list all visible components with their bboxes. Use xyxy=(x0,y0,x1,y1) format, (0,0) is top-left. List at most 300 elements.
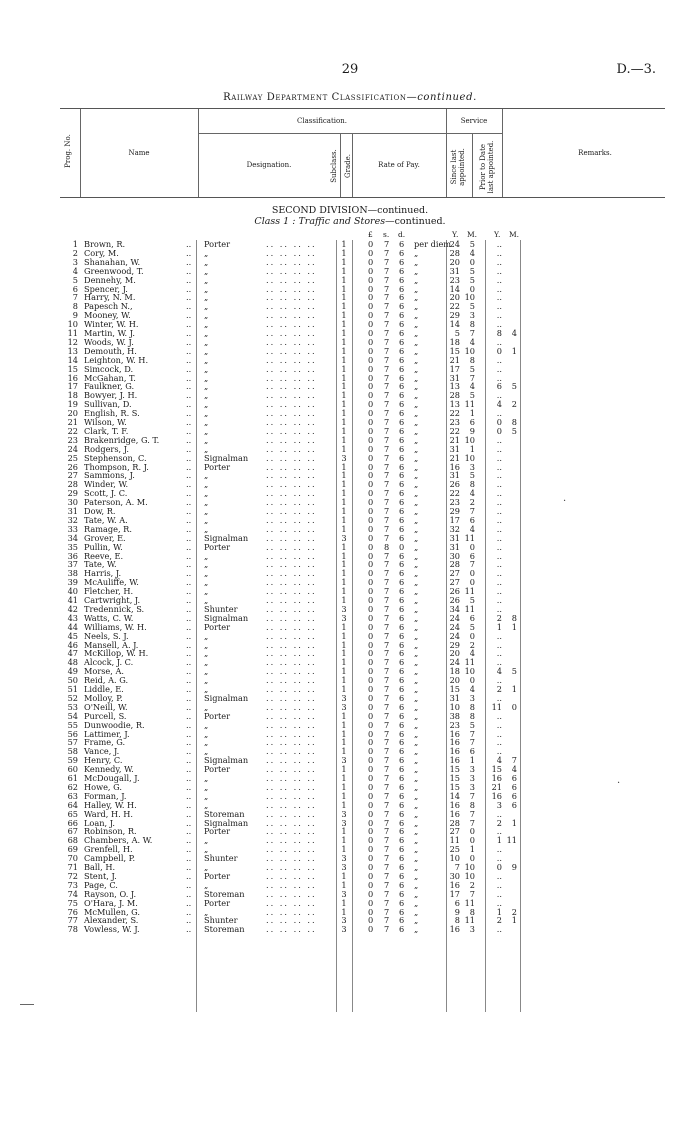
cell-no: 51 xyxy=(67,684,78,694)
cell-no: 4 xyxy=(72,265,78,276)
cell-pay-2: 6 xyxy=(399,799,405,810)
cell-prior-0: .. xyxy=(496,568,502,579)
cell-pay-2: 6 xyxy=(399,479,405,490)
cell-grade: 1 xyxy=(341,470,347,481)
cell-prior-1: 4 xyxy=(511,764,517,775)
cell-des: Storeman xyxy=(204,924,245,935)
cell-since-1: 10 xyxy=(464,452,475,463)
cell-no: 46 xyxy=(67,639,78,650)
cell-prior-0: .. xyxy=(496,470,502,481)
cell-since-1: 8 xyxy=(469,479,475,490)
cell-no: 55 xyxy=(67,719,78,730)
cell-since-0: 5 xyxy=(454,328,460,338)
cell-pay-2: 6 xyxy=(399,434,405,445)
cell-prior-0: 1 xyxy=(496,906,502,917)
cell-name: Wilson, W. xyxy=(84,417,127,427)
cell-no: 44 xyxy=(67,621,78,632)
cell-per: „ xyxy=(414,755,419,766)
cell-no: 34 xyxy=(67,532,78,543)
cell-pay-2: 6 xyxy=(399,817,405,828)
cell-prior-0: .. xyxy=(496,532,502,543)
cell-prior-0: .. xyxy=(496,541,502,552)
cell-pay-1: 7 xyxy=(384,621,390,632)
cell-since-0: 23 xyxy=(449,719,460,730)
cell-name: Neels, S. J. xyxy=(84,630,129,641)
cell-pay-2: 6 xyxy=(399,568,405,579)
cell-pay-1: 7 xyxy=(384,408,390,419)
leader-dots: .. .. .. .. xyxy=(266,817,317,828)
cell-pay-1: 7 xyxy=(384,790,390,801)
cell-name: Paterson, A. M. xyxy=(84,497,148,508)
cell-name: Reeve, E. xyxy=(84,550,124,561)
cell-pay-0: 0 xyxy=(368,870,374,881)
cell-since-0: 31 xyxy=(449,470,460,481)
cell-pay-2: 6 xyxy=(399,648,405,659)
cell-des: „ xyxy=(204,773,209,783)
cell-pay-2: 6 xyxy=(399,862,405,872)
cell-pay-0: 0 xyxy=(368,888,374,899)
cell-per: „ xyxy=(414,675,419,686)
cell-per: „ xyxy=(414,746,419,757)
cell-pay-0: 0 xyxy=(368,274,374,285)
cell-des: „ xyxy=(204,648,209,659)
cell-des: „ xyxy=(204,292,209,303)
leader-dots: .. .. .. .. xyxy=(266,657,317,668)
leader-dots: .. .. .. .. xyxy=(266,479,317,490)
cell-per: „ xyxy=(414,336,419,347)
cell-prior-0: 3 xyxy=(496,799,502,810)
cell-per: „ xyxy=(414,808,419,819)
cell-since-1: 3 xyxy=(469,310,475,321)
cell-no: 17 xyxy=(67,381,78,392)
cell-pay-0: 0 xyxy=(368,328,374,338)
cell-pay-0: 0 xyxy=(368,701,374,712)
cell-pay-1: 7 xyxy=(384,532,390,543)
cell-grade: 1 xyxy=(341,345,347,356)
leader-dots: .. xyxy=(186,470,192,481)
cell-pay-1: 7 xyxy=(384,595,390,605)
cell-pay-0: 0 xyxy=(368,799,374,810)
cell-des: „ xyxy=(204,470,209,481)
cell-pay-2: 6 xyxy=(399,399,405,410)
cell-name: Howe, G. xyxy=(84,781,122,792)
cell-since-0: 15 xyxy=(449,773,460,783)
cell-since-0: 6 xyxy=(454,897,460,908)
cell-pay-2: 6 xyxy=(399,319,405,330)
cell-no: 68 xyxy=(67,835,78,846)
leader-dots: .. xyxy=(186,239,192,249)
cell-per: per diem xyxy=(414,239,452,249)
cell-prior-0: .. xyxy=(496,319,502,330)
cell-des: Signalman xyxy=(204,817,249,828)
cell-prior-1: 9 xyxy=(511,862,517,872)
cell-since-0: 29 xyxy=(449,506,460,516)
cell-per: „ xyxy=(414,345,419,356)
cell-pay-1: 7 xyxy=(384,870,390,881)
cell-pay-2: 6 xyxy=(399,461,405,472)
cell-since-0: 24 xyxy=(449,630,460,641)
leader-dots: .. xyxy=(186,692,192,703)
leader-dots: .. .. .. .. xyxy=(266,719,317,730)
cell-grade: 3 xyxy=(341,888,347,899)
cell-pay-0: 0 xyxy=(368,523,374,534)
cell-since-1: 4 xyxy=(469,523,475,534)
cell-per: „ xyxy=(414,497,419,508)
cell-pay-0: 0 xyxy=(368,844,374,855)
cell-grade: 1 xyxy=(341,506,347,516)
cell-name: English, R. S. xyxy=(84,408,140,419)
cell-name: Forman, J. xyxy=(84,790,127,801)
cell-pay-0: 0 xyxy=(368,648,374,659)
cell-no: 14 xyxy=(67,354,78,365)
cell-grade: 3 xyxy=(341,755,347,766)
cell-prior-0: .. xyxy=(496,256,502,267)
cell-prior-1: 5 xyxy=(511,666,517,677)
leader-dots: .. .. .. .. xyxy=(266,870,317,881)
cell-name: Tate, W. A. xyxy=(84,514,128,525)
cell-since-0: 10 xyxy=(449,853,460,864)
cell-since-1: 5 xyxy=(469,274,475,285)
cell-per: „ xyxy=(414,853,419,864)
leader-dots: .. xyxy=(186,621,192,632)
cell-pay-2: 6 xyxy=(399,870,405,881)
leader-dots: .. .. .. .. xyxy=(266,452,317,463)
cell-des: „ xyxy=(204,488,209,499)
cell-prior-0: 2 xyxy=(496,915,502,926)
cell-prior-0: .. xyxy=(496,550,502,561)
cell-des: „ xyxy=(204,443,209,454)
cell-name: Campbell, P. xyxy=(84,853,136,864)
leader-dots: .. .. .. .. xyxy=(266,363,317,374)
cell-pay-2: 6 xyxy=(399,247,405,258)
cell-since-1: 11 xyxy=(464,399,475,410)
cell-since-1: 3 xyxy=(469,764,475,775)
leader-dots: .. .. .. .. xyxy=(266,692,317,703)
leader-dots: .. xyxy=(186,265,192,276)
leader-dots: .. xyxy=(186,479,192,490)
cell-prior-0: 4 xyxy=(496,399,502,410)
leader-dots: .. .. .. .. xyxy=(266,345,317,356)
leader-dots: .. .. .. .. xyxy=(266,799,317,810)
cell-pay-0: 0 xyxy=(368,292,374,303)
cell-pay-2: 6 xyxy=(399,532,405,543)
cell-name: Simcock, D. xyxy=(84,363,134,374)
cell-since-1: 5 xyxy=(469,470,475,481)
cell-grade: 1 xyxy=(341,666,347,677)
cell-per: „ xyxy=(414,541,419,552)
cell-des: „ xyxy=(204,390,209,401)
cell-pay-1: 7 xyxy=(384,728,390,739)
cell-pay-0: 0 xyxy=(368,461,374,472)
cell-pay-0: 0 xyxy=(368,550,374,561)
cell-prior-1: 0 xyxy=(511,701,517,712)
leader-dots: .. xyxy=(186,817,192,828)
cell-pay-2: 6 xyxy=(399,452,405,463)
class-suffix: —continued. xyxy=(385,216,446,227)
cell-since-1: 8 xyxy=(469,799,475,810)
cell-pay-1: 7 xyxy=(384,862,390,872)
leader-dots: .. .. .. .. xyxy=(266,630,317,641)
cell-name: Scott, J. C. xyxy=(84,488,128,499)
leader-dots: .. .. .. .. xyxy=(266,612,317,623)
cell-since-0: 9 xyxy=(454,906,460,917)
cell-per: „ xyxy=(414,434,419,445)
cell-since-1: 1 xyxy=(469,408,475,419)
cell-since-1: 10 xyxy=(464,862,475,872)
leader-dots: .. .. .. .. xyxy=(266,319,317,330)
cell-pay-1: 7 xyxy=(384,879,390,890)
cell-since-0: 31 xyxy=(449,532,460,543)
cell-des: „ xyxy=(204,319,209,330)
cell-grade: 1 xyxy=(341,354,347,365)
leader-dots: .. xyxy=(186,461,192,472)
leader-dots: .. .. .. .. xyxy=(266,301,317,312)
cell-since-0: 22 xyxy=(449,488,460,499)
cell-pay-1: 7 xyxy=(384,550,390,561)
cell-no: 15 xyxy=(67,363,78,374)
leader-dots: .. .. .. .. xyxy=(266,265,317,276)
cell-pay-2: 6 xyxy=(399,417,405,427)
cell-no: 58 xyxy=(67,746,78,757)
leader-dots: .. xyxy=(186,675,192,686)
cell-no: 76 xyxy=(67,906,78,917)
cell-name: Thompson, R. J. xyxy=(84,461,149,472)
cell-pay-0: 0 xyxy=(368,924,374,935)
cell-no: 54 xyxy=(67,710,78,721)
cell-prior-1: 6 xyxy=(511,799,517,810)
cell-since-0: 8 xyxy=(454,915,460,926)
cell-pay-0: 0 xyxy=(368,488,374,499)
cell-grade: 1 xyxy=(341,283,347,294)
cell-pay-0: 0 xyxy=(368,710,374,721)
cell-since-1: 5 xyxy=(469,621,475,632)
leader-dots: .. .. .. .. xyxy=(266,826,317,837)
leader-dots: .. .. .. .. xyxy=(266,336,317,347)
cell-per: „ xyxy=(414,666,419,677)
title-continued: continued. xyxy=(417,92,477,103)
cell-since-1: 7 xyxy=(469,817,475,828)
leader-dots: .. .. .. .. xyxy=(266,879,317,890)
cell-since-0: 29 xyxy=(449,310,460,321)
cell-pay-0: 0 xyxy=(368,301,374,312)
cell-no: 11 xyxy=(67,328,78,338)
cell-pay-1: 7 xyxy=(384,808,390,819)
cell-name: Ward, H. H. xyxy=(84,808,134,819)
unit-pence: d. xyxy=(398,230,406,239)
class-italic: Traffic and Stores xyxy=(298,216,386,227)
cell-name: Sammons, J. xyxy=(84,470,135,481)
cell-pay-2: 6 xyxy=(399,390,405,401)
cell-name: Faulkner, G. xyxy=(84,381,135,392)
cell-since-0: 29 xyxy=(449,639,460,650)
cell-pay-0: 0 xyxy=(368,265,374,276)
cell-pay-2: 6 xyxy=(399,363,405,374)
cell-prior-1: 6 xyxy=(511,790,517,801)
cell-since-1: 7 xyxy=(469,728,475,739)
leader-dots: .. xyxy=(186,870,192,881)
cell-grade: 1 xyxy=(341,879,347,890)
cell-since-1: 5 xyxy=(469,595,475,605)
cell-no: 40 xyxy=(67,586,78,597)
cell-pay-2: 6 xyxy=(399,372,405,383)
cell-prior-1: 2 xyxy=(511,399,517,410)
cell-pay-1: 7 xyxy=(384,799,390,810)
cell-pay-0: 0 xyxy=(368,247,374,258)
cell-grade: 1 xyxy=(341,390,347,401)
cell-pay-2: 6 xyxy=(399,684,405,694)
cell-des: „ xyxy=(204,506,209,516)
cell-per: „ xyxy=(414,826,419,837)
leader-dots: .. xyxy=(186,915,192,926)
cell-pay-2: 6 xyxy=(399,274,405,285)
cell-pay-0: 0 xyxy=(368,826,374,837)
cell-grade: 1 xyxy=(341,568,347,579)
cell-des: „ xyxy=(204,701,209,712)
cell-prior-0: .. xyxy=(496,586,502,597)
cell-since-1: 7 xyxy=(469,737,475,748)
cell-pay-1: 7 xyxy=(384,506,390,516)
leader-dots: .. .. .. .. xyxy=(266,247,317,258)
cell-name: Lattimer, J. xyxy=(84,728,130,739)
cell-grade: 1 xyxy=(341,826,347,837)
cell-pay-0: 0 xyxy=(368,479,374,490)
cell-des: „ xyxy=(204,728,209,739)
leader-dots: .. xyxy=(186,292,192,303)
cell-pay-0: 0 xyxy=(368,719,374,730)
leader-dots: .. .. .. .. xyxy=(266,808,317,819)
cell-grade: 1 xyxy=(341,328,347,338)
cell-des: Storeman xyxy=(204,888,245,899)
cell-grade: 1 xyxy=(341,773,347,783)
leader-dots: .. .. .. .. xyxy=(266,559,317,570)
cell-grade: 1 xyxy=(341,648,347,659)
cell-grade: 1 xyxy=(341,265,347,276)
cell-since-1: 10 xyxy=(464,870,475,881)
cell-name: Martin, W. J. xyxy=(84,328,136,338)
cell-pay-0: 0 xyxy=(368,239,374,249)
cell-des: „ xyxy=(204,675,209,686)
cell-name: McGahan, T. xyxy=(84,372,136,383)
leader-dots: .. .. .. .. xyxy=(266,835,317,846)
cell-grade: 1 xyxy=(341,301,347,312)
leader-dots: .. .. .. .. xyxy=(266,746,317,757)
cell-no: 7 xyxy=(72,292,78,303)
page-title xyxy=(0,92,700,103)
cell-no: 50 xyxy=(67,675,78,686)
cell-name: Papesch N., xyxy=(84,301,133,312)
cell-pay-0: 0 xyxy=(368,381,374,392)
cell-per: „ xyxy=(414,408,419,419)
cell-per: „ xyxy=(414,247,419,258)
cell-since-0: 20 xyxy=(449,675,460,686)
leader-dots: .. xyxy=(186,452,192,463)
cell-pay-0: 0 xyxy=(368,790,374,801)
cell-name: Woods, W. J. xyxy=(84,336,134,347)
cell-pay-1: 7 xyxy=(384,336,390,347)
cell-grade: 1 xyxy=(341,737,347,748)
cell-pay-0: 0 xyxy=(368,755,374,766)
cell-pay-0: 0 xyxy=(368,630,374,641)
leader-dots: .. .. .. .. xyxy=(266,906,317,917)
cell-no: 52 xyxy=(67,692,78,703)
leader-dots: .. xyxy=(186,363,192,374)
cell-grade: 1 xyxy=(341,577,347,588)
leader-dots: .. xyxy=(186,666,192,677)
cell-pay-0: 0 xyxy=(368,256,374,267)
cell-per: „ xyxy=(414,888,419,899)
cell-des: „ xyxy=(204,746,209,757)
cell-per: „ xyxy=(414,372,419,383)
leader-dots: .. .. .. .. xyxy=(266,372,317,383)
cell-grade: 1 xyxy=(341,586,347,597)
cell-des: „ xyxy=(204,381,209,392)
leader-dots: .. .. .. .. xyxy=(266,399,317,410)
cell-pay-0: 0 xyxy=(368,363,374,374)
cell-no: 12 xyxy=(67,336,78,347)
cell-pay-0: 0 xyxy=(368,639,374,650)
cell-name: Stephenson, C. xyxy=(84,452,147,463)
cell-pay-0: 0 xyxy=(368,603,374,614)
cell-pay-2: 6 xyxy=(399,239,405,249)
cell-since-0: 24 xyxy=(449,612,460,623)
cell-prior-1: 2 xyxy=(511,906,517,917)
cell-no: 56 xyxy=(67,728,78,739)
cell-pay-1: 7 xyxy=(384,354,390,365)
cell-since-0: 20 xyxy=(449,648,460,659)
cell-since-1: 7 xyxy=(469,328,475,338)
cell-pay-1: 7 xyxy=(384,443,390,454)
cell-no: 9 xyxy=(72,310,78,321)
cell-since-1: 10 xyxy=(464,666,475,677)
leader-dots: .. xyxy=(186,256,192,267)
cell-name: Brakenridge, G. T. xyxy=(84,434,160,445)
cell-grade: 1 xyxy=(341,639,347,650)
cell-no: 31 xyxy=(67,506,78,516)
cell-pay-0: 0 xyxy=(368,408,374,419)
cell-des: „ xyxy=(204,372,209,383)
cell-no: 5 xyxy=(72,274,78,285)
cell-pay-0: 0 xyxy=(368,879,374,890)
cell-pay-2: 0 xyxy=(399,541,405,552)
leader-dots: .. .. .. .. xyxy=(266,577,317,588)
leader-dots: .. xyxy=(186,568,192,579)
leader-dots: .. xyxy=(186,310,192,321)
cell-no: 66 xyxy=(67,817,78,828)
cell-pay-2: 6 xyxy=(399,301,405,312)
cell-prior-0: 0 xyxy=(496,425,502,436)
cell-pay-1: 7 xyxy=(384,274,390,285)
cell-pay-0: 0 xyxy=(368,470,374,481)
table-row xyxy=(0,925,700,934)
cell-since-0: 26 xyxy=(449,595,460,605)
cell-name: Spencer, J. xyxy=(84,283,128,294)
cell-since-0: 13 xyxy=(449,381,460,392)
cell-des: Porter xyxy=(204,710,231,721)
cell-name: Robinson, R. xyxy=(84,826,137,837)
cell-name: Purcell, S. xyxy=(84,710,127,721)
cell-pay-0: 0 xyxy=(368,319,374,330)
cell-des: „ xyxy=(204,497,209,508)
cell-since-1: 3 xyxy=(469,692,475,703)
cell-grade: 1 xyxy=(341,239,347,249)
cell-since-0: 30 xyxy=(449,870,460,881)
leader-dots: .. .. .. .. xyxy=(266,790,317,801)
cell-since-0: 25 xyxy=(449,844,460,855)
cell-prior-0: .. xyxy=(496,737,502,748)
cell-name: Kennedy, W. xyxy=(84,764,134,775)
cell-no: 69 xyxy=(67,844,78,855)
cell-prior-0: .. xyxy=(496,577,502,588)
